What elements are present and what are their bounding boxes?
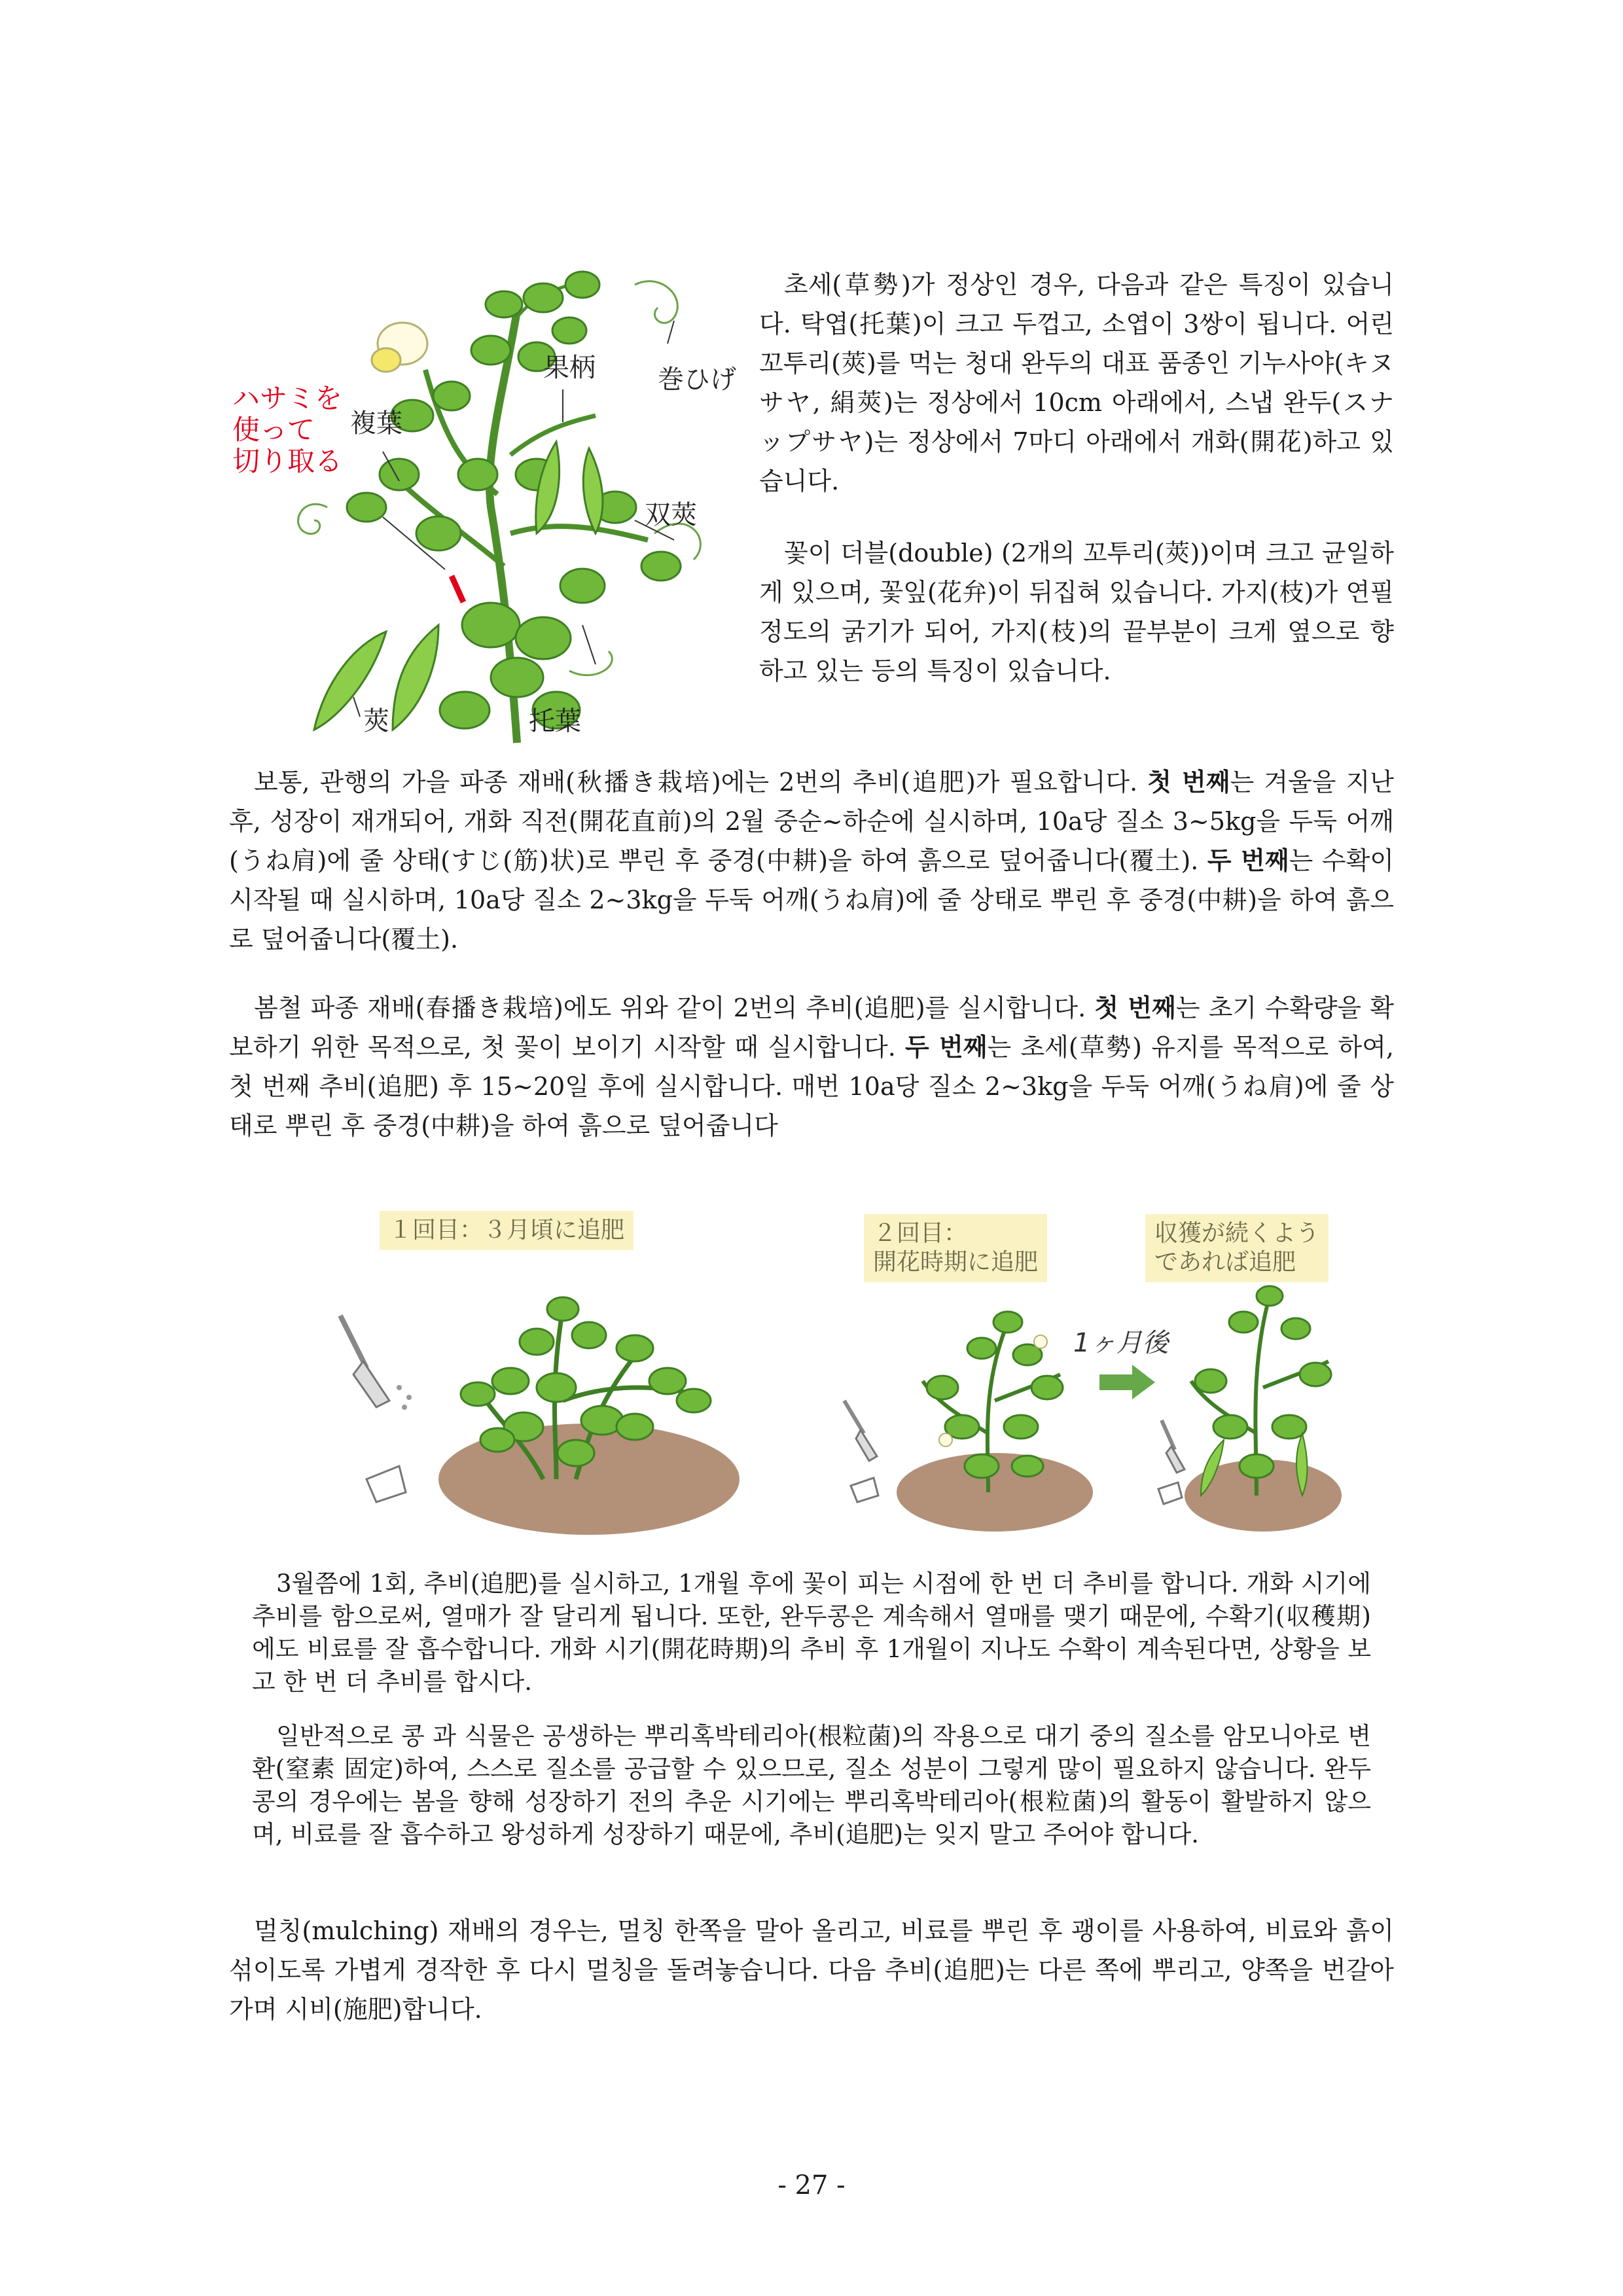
fertilization-caption: 3월쯤에 1회, 추비(追肥)를 실시하고, 1개월 후에 꽃이 피는 시점에 한 번 더 추비를 합니다. 개화 시기에 추비를 함으로써, 열매가 잘 달리게 됩니다. 또한, 완두콩은 계속해서 열매를 맺기 때문에, 수확기(収穫期)에도 비료를 잘 흡수합니다. 개화 시기(開花時期)의 추비 후 1개월이 지나도 수확이 계속된다면, 상황을 보고 한 번 더 추비를 합시다. xyxy=(252,1570,1371,1696)
stipule-label: 托葉 xyxy=(529,706,581,736)
text-span: 는 겨울을 지난 후, 성장이 재개되어, 개화 직전(開花直前)의 2월 중순~하순에 실시하며, 10a당 질소 3~5kg을 두둑 어깨(うね肩)에 줄 상태(すじ(筋)状)로 뿌린 후 중경(中耕)을 하여 흙으로 덮어줍니다(覆土). xyxy=(229,768,1394,875)
text-span: 는 초기 수확량을 확보하기 위한 목적으로, 첫 꽃이 보이기 시작할 때 실시합니다. xyxy=(229,994,1394,1062)
compound-leaf-label: 複葉 xyxy=(350,408,402,439)
first-time-emphasis: 첫 번째 xyxy=(1147,767,1230,797)
page-number: - 27 - xyxy=(777,2170,846,2200)
second-time-emphasis: 두 번째 xyxy=(905,1032,988,1062)
fertilization-illustration xyxy=(327,1270,1348,1545)
fruit-stalk-label: 果柄 xyxy=(543,353,596,383)
mulching-paragraph: 멀칭(mulching) 재배의 경우는, 멀칭 한쪽을 말아 올리고, 비료를 뿌린 후 괭이를 사용하여, 비료와 흙이 섞이도록 가볍게 경작한 후 다시 멀칭을 돌려놓습니다. 다음 추비(追肥)는 다른 쪽에 뿌리고, 양쪽을 번갈아 가며 시비(施肥)합니다. xyxy=(229,1916,1394,2024)
double-pod-label: 双莢 xyxy=(645,500,697,530)
first-time-emphasis: 첫 번째 xyxy=(1094,993,1176,1022)
intro-paragraph-2: 꽃이 더블(double) (2개의 꼬투리(莢))이며 크고 균일하게 있으며, 꽃잎(花弁)이 뒤집혀 있습니다. 가지(枝)가 연필 정도의 굵기가 되어, 가지(枝)의 끝부분이 크게 옆으로 향하고 있는 등의 특징이 있습니다. xyxy=(759,539,1394,685)
text-span: 보통, 관행의 가을 파종 재배(秋播き栽培)에는 2번의 추비(追肥)가 필요합니다. xyxy=(254,768,1148,797)
text-span: 는 수확이 시작될 때 실시하며, 10a당 질소 2~3kg을 두둑 어깨(うね肩)에 줄 상태로 뿌린 후 중경(中耕)을 하여 흙으로 덮어줍니다(覆土). xyxy=(229,846,1394,954)
text-span: 는 초세(草勢) 유지를 목적으로 하여, 첫 번째 추비(追肥) 후 15~20일 후에 실시합니다. 매번 10a당 질소 2~3kg을 두둑 어깨(うね肩)에 줄 상태로 뿌린 후 중경(中耕)을 하여 흙으로 덮어줍니다 xyxy=(229,1033,1394,1140)
tendril-label: 巻ひげ xyxy=(658,365,736,395)
continued-harvest-label: 収獲が続くよう であれば追肥 xyxy=(1145,1214,1329,1282)
second-time-emphasis: 두 번째 xyxy=(1207,846,1289,875)
intro-paragraph-1: 초세(草勢)가 정상인 경우, 다음과 같은 특징이 있습니다. 탁엽(托葉)이 크고 두껍고, 소엽이 3쌍이 됩니다. 어린 꼬투리(莢)를 먹는 청대 완두의 대표 품종인 기누사야(キヌサヤ, 絹莢)는 정상에서 10cm 아래에서, 스냅 완두(スナップサヤ)는 정상에서 7마디 아래에서 개화(開花)하고 있습니다. xyxy=(759,270,1394,495)
pod-label: 莢 xyxy=(363,706,389,736)
pea-flower xyxy=(372,323,427,372)
first-fertilization-label: １回目：３月頃に追肥 xyxy=(380,1211,633,1250)
one-month-later-note: 1ヶ月後 xyxy=(1073,1328,1169,1358)
scissors-note-label: ハサミを 使って 切り取る xyxy=(232,382,343,477)
spring-sowing-paragraph xyxy=(229,988,1394,1145)
root-nodule-caption: 일반적으로 콩 과 식물은 공생하는 뿌리혹박테리아(根粒菌)의 작용으로 대기 중의 질소를 암모니아로 변환(窒素 固定)하여, 스스로 질소를 공급할 수 있으므로, 질소 성분이 그렇게 많이 필요하지 않습니다. 완두콩의 경우에는 봄을 향해 성장하기 전의 추운 시기에는 뿌리혹박테리아(根粒菌)의 활동이 활발하지 않으며, 비료를 잘 흡수하고 왕성하게 성장하기 때문에, 추비(追肥)는 잊지 말고 주어야 합니다. xyxy=(252,1722,1371,1848)
second-fertilization-label: ２回目： 開花時期に追肥 xyxy=(864,1214,1047,1282)
text-span: 봄철 파종 재배(春播き栽培)에도 위와 같이 2번의 추비(追肥)를 실시합니다. xyxy=(254,994,1095,1022)
autumn-sowing-paragraph xyxy=(229,762,1394,959)
